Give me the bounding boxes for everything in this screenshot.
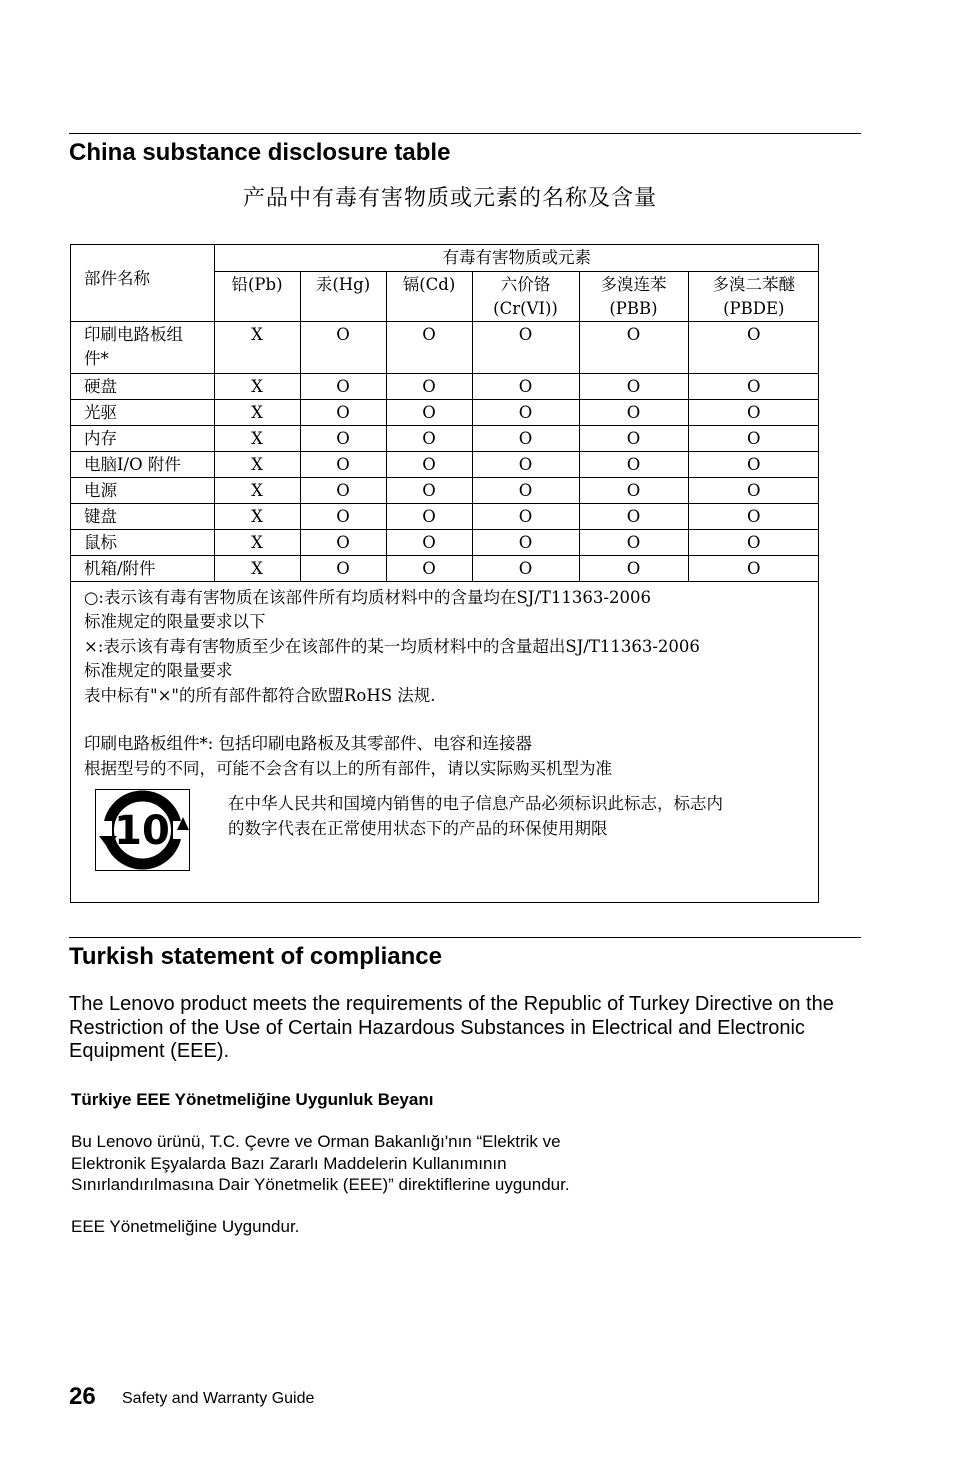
table-row: [71, 529, 819, 555]
value-cell: O: [386, 399, 472, 425]
environmental-mark-row: [84, 789, 819, 899]
table-row: [71, 399, 819, 425]
value-cell: O: [300, 399, 386, 425]
value-cell: O: [300, 321, 386, 373]
value-cell: O: [579, 529, 688, 555]
value-cell: O: [579, 399, 688, 425]
turkish-declaration-body: [71, 1131, 570, 1196]
value-cell: O: [300, 425, 386, 451]
part-name-cell: 鼠标: [71, 529, 214, 555]
value-cell: O: [386, 477, 472, 503]
turkish-section-heading: Turkish statement of compliance: [69, 943, 442, 970]
value-cell: X: [214, 451, 300, 477]
value-cell: O: [300, 373, 386, 399]
value-cell: O: [579, 451, 688, 477]
value-cell: O: [300, 555, 386, 581]
value-cell: O: [579, 477, 688, 503]
part-name-cell: 印刷电路板组 件*: [71, 321, 214, 373]
value-cell: O: [300, 451, 386, 477]
table-notes-row: [71, 581, 819, 899]
value-cell: O: [688, 425, 819, 451]
turkish-line: Elektronik Eşyalarda Bazı Zararlı Maddelerin Kullanımının: [71, 1153, 507, 1173]
header-substance: 汞(Hg): [300, 271, 386, 321]
note-line: 表中标有"×"的所有部件都符合欧盟RoHS 法规.: [84, 685, 436, 705]
table-row: [71, 477, 819, 503]
part-name-cell: 光驱: [71, 399, 214, 425]
table-row: [71, 425, 819, 451]
value-cell: O: [472, 529, 579, 555]
header-substance: 六价铬 (Cr(VI)): [472, 271, 579, 321]
turkish-declaration-heading: Türkiye EEE Yönetmeliğine Uygunluk Beyanı: [71, 1090, 434, 1109]
value-cell: O: [579, 425, 688, 451]
table-header-row-1: [71, 245, 819, 271]
value-cell: O: [688, 555, 819, 581]
substance-table-frame: [70, 244, 819, 903]
part-name-cell: 机箱/附件: [71, 555, 214, 581]
value-cell: X: [214, 529, 300, 555]
value-cell: O: [386, 321, 472, 373]
section-rule: [69, 937, 861, 938]
table-row: [71, 451, 819, 477]
substance-disclosure-table: [71, 245, 819, 899]
value-cell: O: [579, 503, 688, 529]
value-cell: O: [472, 555, 579, 581]
value-cell: O: [300, 529, 386, 555]
value-cell: O: [688, 321, 819, 373]
header-substance-group: 有毒有害物质或元素: [214, 245, 819, 271]
table-title: 产品中有毒有害物质或元素的名称及含量: [242, 186, 657, 211]
value-cell: O: [386, 503, 472, 529]
value-cell: O: [472, 477, 579, 503]
value-cell: X: [214, 555, 300, 581]
mark-text-line: 的数字代表在正常使用状态下的产品的环保使用期限: [228, 819, 608, 838]
note-line: 标准规定的限量要求: [84, 661, 233, 680]
header-substance: 铅(Pb): [214, 271, 300, 321]
part-name-cell: 键盘: [71, 503, 214, 529]
epup-10-year-icon: [95, 789, 190, 871]
table-row: [71, 555, 819, 581]
epup-number: 10: [114, 808, 170, 854]
value-cell: O: [386, 529, 472, 555]
table-row: [71, 503, 819, 529]
value-cell: O: [472, 399, 579, 425]
table-notes: [84, 586, 819, 782]
value-cell: X: [214, 321, 300, 373]
note-line: 印刷电路板组件*: 包括印刷电路板及其零部件、电容和连接器: [84, 734, 533, 753]
china-section-heading: China substance disclosure table: [69, 139, 451, 166]
mark-description: [228, 791, 818, 841]
note-line: 标准规定的限量要求以下: [84, 612, 266, 631]
header-substance: 多溴二苯醚 (PBDE): [688, 271, 819, 321]
note-line: ×:表示该有毒有害物质至少在该部件的某一均质材料中的含量超出SJ/T11363-2006: [84, 636, 700, 656]
page-number: 26: [69, 1383, 96, 1410]
value-cell: O: [386, 555, 472, 581]
value-cell: O: [300, 503, 386, 529]
value-cell: O: [472, 321, 579, 373]
header-part-name: 部件名称: [71, 245, 214, 321]
value-cell: O: [688, 477, 819, 503]
value-cell: X: [214, 373, 300, 399]
note-line: 根据型号的不同，可能不会含有以上的所有部件，请以实际购买机型为准: [84, 758, 612, 778]
header-substance: 镉(Cd): [386, 271, 472, 321]
mark-text-line: 在中华人民共和国境内销售的电子信息产品必须标识此标志，标志内: [228, 794, 723, 813]
value-cell: X: [214, 503, 300, 529]
part-name-cell: 内存: [71, 425, 214, 451]
value-cell: O: [386, 451, 472, 477]
table-row: [71, 321, 819, 373]
value-cell: O: [688, 529, 819, 555]
value-cell: O: [688, 451, 819, 477]
value-cell: O: [688, 503, 819, 529]
table-notes-cell: [71, 581, 819, 899]
table-row: [71, 373, 819, 399]
value-cell: O: [472, 451, 579, 477]
turkish-conformity-statement: EEE Yönetmeliğine Uygundur.: [71, 1217, 300, 1236]
section-rule: [69, 133, 861, 134]
value-cell: O: [386, 425, 472, 451]
value-cell: O: [300, 477, 386, 503]
value-cell: O: [386, 373, 472, 399]
value-cell: X: [214, 425, 300, 451]
header-substance: 多溴连苯 (PBB): [579, 271, 688, 321]
turkish-compliance-paragraph: The Lenovo product meets the requirements of the Republic of Turkey Directive on the Restriction of the Use of Certain Hazardous Substances in Electrical and Electronic Equipment (EEE).: [69, 993, 834, 1062]
part-name-cell: 电脑I/O 附件: [71, 451, 214, 477]
value-cell: O: [688, 399, 819, 425]
part-name-cell: 硬盘: [71, 373, 214, 399]
value-cell: O: [688, 373, 819, 399]
value-cell: O: [472, 503, 579, 529]
value-cell: X: [214, 477, 300, 503]
note-line: ○:表示该有毒有害物质在该部件所有均质材料中的含量均在SJ/T11363-2006: [84, 587, 651, 607]
turkish-line: Sınırlandırılmasına Dair Yönetmelik (EEE)” direktiflerine uygundur.: [71, 1175, 570, 1194]
value-cell: O: [579, 321, 688, 373]
value-cell: O: [579, 555, 688, 581]
book-title: Safety and Warranty Guide: [122, 1390, 315, 1407]
value-cell: O: [579, 373, 688, 399]
value-cell: X: [214, 399, 300, 425]
turkish-line: Bu Lenovo ürünü, T.C. Çevre ve Orman Bakanlığı'nın “Elektrik ve: [71, 1132, 561, 1151]
value-cell: O: [472, 373, 579, 399]
value-cell: O: [472, 425, 579, 451]
part-name-cell: 电源: [71, 477, 214, 503]
